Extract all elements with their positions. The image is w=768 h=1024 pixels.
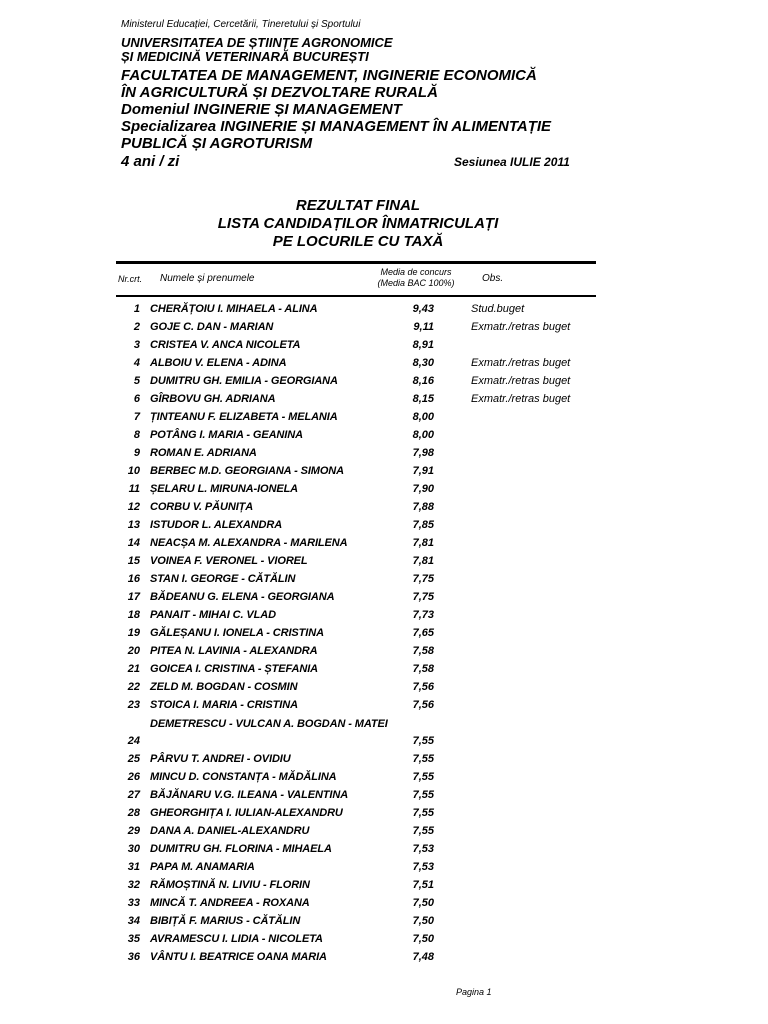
table-row <box>0 786 768 804</box>
candidate-score: 8,00 <box>412 429 434 441</box>
candidate-score: 7,55 <box>412 735 434 747</box>
row-number: 32 <box>127 879 140 891</box>
table-row <box>0 534 768 552</box>
table-row <box>0 750 768 768</box>
candidate-score: 7,58 <box>412 663 434 675</box>
candidate-name: GOICEA I. CRISTINA - ȘTEFANIA <box>150 663 319 675</box>
candidate-name: VOINEA F. VERONEL - VIOREL <box>150 555 308 567</box>
candidate-name: RĂMOȘTINĂ N. LIVIU - FLORIN <box>150 879 310 891</box>
specialization-line2: PUBLICĂ ȘI AGROTURISM <box>121 135 313 152</box>
column-header-media-line1: Media de concurs <box>380 267 452 277</box>
row-number: 9 <box>133 447 140 459</box>
row-number: 24 <box>127 735 140 747</box>
table-row <box>0 570 768 588</box>
doc-title-line3: PE LOCURILE CU TAXĂ <box>272 233 444 250</box>
table-row <box>0 462 768 480</box>
candidate-score: 7,55 <box>412 825 434 837</box>
candidate-name: ALBOIU V. ELENA - ADINA <box>150 357 287 369</box>
row-number: 3 <box>133 339 140 351</box>
study-form: 4 ani / zi <box>121 153 180 170</box>
candidate-observation: Stud.buget <box>471 303 525 315</box>
page-number: Pagina 1 <box>456 987 492 997</box>
session-label: Sesiunea IULIE 2011 <box>454 155 570 169</box>
candidate-name: GOJE C. DAN - MARIAN <box>150 321 274 333</box>
candidate-score: 7,53 <box>412 843 434 855</box>
row-number: 10 <box>127 465 140 477</box>
candidate-score: 8,15 <box>412 393 434 405</box>
candidate-name: ZELD M. BOGDAN - COSMIN <box>150 681 298 693</box>
candidate-score: 7,90 <box>412 483 434 495</box>
table-row <box>0 876 768 894</box>
domain-name: Domeniul INGINERIE ȘI MANAGEMENT <box>121 101 402 118</box>
table-top-rule <box>116 261 596 264</box>
candidate-score: 7,73 <box>412 609 434 621</box>
candidate-name: NEACȘA M. ALEXANDRA - MARILENA <box>150 537 348 549</box>
row-number: 33 <box>127 897 140 909</box>
row-number: 35 <box>127 933 140 945</box>
row-number: 26 <box>127 771 140 783</box>
table-row <box>0 390 768 408</box>
candidate-name: CHERĂȚOIU I. MIHAELA - ALINA <box>150 303 318 315</box>
row-number: 36 <box>127 951 140 963</box>
ministry-name: Ministerul Educației, Cercetării, Tineretului și Sportului <box>121 19 361 30</box>
candidate-observation: Exmatr./retras buget <box>471 321 571 333</box>
candidate-name: PANAIT - MIHAI C. VLAD <box>150 609 276 621</box>
candidate-name: BIBIȚĂ F. MARIUS - CĂTĂLIN <box>150 915 301 927</box>
row-number: 34 <box>127 915 140 927</box>
table-row <box>0 678 768 696</box>
table-row <box>0 444 768 462</box>
row-number: 16 <box>127 573 140 585</box>
row-number: 25 <box>127 753 140 765</box>
row-number: 4 <box>133 357 140 369</box>
row-number: 17 <box>127 591 140 603</box>
row-number: 22 <box>127 681 140 693</box>
row-number: 31 <box>127 861 140 873</box>
row-number: 5 <box>133 375 140 387</box>
candidate-score: 7,98 <box>412 447 434 459</box>
table-row <box>0 318 768 336</box>
candidate-name: CORBU V. PĂUNIȚA <box>150 501 254 513</box>
table-row <box>0 804 768 822</box>
row-number: 20 <box>127 645 140 657</box>
candidate-name: ROMAN E. ADRIANA <box>150 447 257 459</box>
candidate-score: 8,91 <box>412 339 434 351</box>
candidate-score: 7,51 <box>412 879 434 891</box>
candidate-observation: Exmatr./retras buget <box>471 393 571 405</box>
row-number: 1 <box>133 303 140 315</box>
candidate-score: 7,48 <box>412 951 434 963</box>
candidate-name: DEMETRESCU - VULCAN A. BOGDAN - MATEI <box>150 718 388 730</box>
candidate-name: POTÂNG I. MARIA - GEANINA <box>150 429 303 441</box>
candidate-score: 8,16 <box>412 375 434 387</box>
table-row <box>0 606 768 624</box>
candidate-name: AVRAMESCU I. LIDIA - NICOLETA <box>150 933 323 945</box>
row-number: 7 <box>133 411 140 423</box>
candidates-table <box>0 300 768 966</box>
candidate-score: 7,55 <box>412 789 434 801</box>
table-header-rule <box>116 295 596 297</box>
candidate-score: 7,55 <box>412 771 434 783</box>
doc-title-line2: LISTA CANDIDAȚILOR ÎNMATRICULAȚI <box>217 215 499 232</box>
table-row <box>0 372 768 390</box>
row-number: 14 <box>127 537 140 549</box>
candidate-name: STOICA I. MARIA - CRISTINA <box>150 699 298 711</box>
candidate-score: 7,50 <box>412 897 434 909</box>
row-number: 27 <box>127 789 140 801</box>
column-header-obs: Obs. <box>482 273 504 284</box>
table-row <box>0 480 768 498</box>
table-row <box>0 300 768 318</box>
candidate-name: GÎRBOVU GH. ADRIANA <box>150 393 276 405</box>
row-number: 15 <box>127 555 140 567</box>
table-row <box>0 858 768 876</box>
table-row <box>0 642 768 660</box>
candidate-name: MINCU D. CONSTANȚA - MĂDĂLINA <box>150 771 337 783</box>
candidate-score: 8,30 <box>412 357 434 369</box>
table-row <box>0 498 768 516</box>
candidate-score: 7,55 <box>412 807 434 819</box>
candidate-name: ISTUDOR L. ALEXANDRA <box>150 519 283 531</box>
candidate-name: STAN I. GEORGE - CĂTĂLIN <box>150 573 296 585</box>
specialization-line1: Specializarea INGINERIE ȘI MANAGEMENT ÎN ALIMENTAȚIE <box>121 118 552 135</box>
candidate-score: 7,56 <box>412 699 434 711</box>
table-row <box>0 840 768 858</box>
candidate-score: 7,55 <box>412 753 434 765</box>
candidate-name: GĂLEȘANU I. IONELA - CRISTINA <box>150 627 324 639</box>
row-number: 12 <box>127 501 140 513</box>
candidate-name: CRISTEA V. ANCA NICOLETA <box>150 339 301 351</box>
faculty-name-line1: FACULTATEA DE MANAGEMENT, INGINERIE ECONOMICĂ <box>121 67 537 84</box>
candidate-score: 9,43 <box>412 303 434 315</box>
candidate-score: 7,65 <box>412 627 434 639</box>
candidate-score: 7,75 <box>412 573 434 585</box>
table-row <box>0 426 768 444</box>
candidate-name: BERBEC M.D. GEORGIANA - SIMONA <box>150 465 344 477</box>
row-number: 30 <box>127 843 140 855</box>
table-row <box>0 516 768 534</box>
candidate-score: 7,81 <box>412 537 434 549</box>
candidate-score: 7,56 <box>412 681 434 693</box>
candidate-score: 7,88 <box>412 501 434 513</box>
candidate-score: 9,11 <box>413 321 434 333</box>
row-number: 8 <box>133 429 140 441</box>
column-header-name: Numele și prenumele <box>160 273 255 284</box>
candidate-score: 7,53 <box>412 861 434 873</box>
doc-title-line1: REZULTAT FINAL <box>295 197 421 214</box>
candidate-name: BĂDEANU G. ELENA - GEORGIANA <box>150 591 335 603</box>
table-row <box>0 714 768 750</box>
table-row <box>0 696 768 714</box>
table-row <box>0 624 768 642</box>
candidate-name: PITEA N. LAVINIA - ALEXANDRA <box>150 645 318 657</box>
candidate-name: DANA A. DANIEL-ALEXANDRU <box>150 825 310 837</box>
candidate-name: GHEORGHIȚA I. IULIAN-ALEXANDRU <box>150 807 343 819</box>
candidate-name: ȘELARU L. MIRUNA-IONELA <box>150 483 299 495</box>
candidate-observation: Exmatr./retras buget <box>471 375 571 387</box>
candidate-name: VÂNTU I. BEATRICE OANA MARIA <box>150 951 327 963</box>
candidate-name: DUMITRU GH. FLORINA - MIHAELA <box>150 843 332 855</box>
row-number: 19 <box>127 627 140 639</box>
table-row <box>0 768 768 786</box>
candidate-score: 8,00 <box>412 411 434 423</box>
row-number: 11 <box>128 483 140 495</box>
candidate-name: ȚINTEANU F. ELIZABETA - MELANIA <box>150 411 338 423</box>
table-row <box>0 948 768 966</box>
table-row <box>0 588 768 606</box>
table-row <box>0 894 768 912</box>
row-number: 21 <box>127 663 140 675</box>
table-row <box>0 930 768 948</box>
faculty-name-line2: ÎN AGRICULTURĂ ȘI DEZVOLTARE RURALĂ <box>121 84 438 101</box>
column-header-media-line2: (Media BAC 100%) <box>377 278 455 288</box>
column-header-nr: Nr.crt. <box>118 274 143 284</box>
row-number: 29 <box>127 825 140 837</box>
university-name-line1: UNIVERSITATEA DE ȘTIINȚE AGRONOMICE <box>121 35 393 50</box>
candidate-score: 7,50 <box>412 915 434 927</box>
table-row <box>0 822 768 840</box>
table-row <box>0 552 768 570</box>
row-number: 13 <box>127 519 140 531</box>
row-number: 23 <box>127 699 140 711</box>
row-number: 6 <box>133 393 140 405</box>
candidate-score: 7,58 <box>412 645 434 657</box>
candidate-score: 7,81 <box>412 555 434 567</box>
row-number: 18 <box>127 609 140 621</box>
table-row <box>0 660 768 678</box>
candidate-score: 7,50 <box>412 933 434 945</box>
candidate-name: PÂRVU T. ANDREI - OVIDIU <box>150 753 291 765</box>
candidate-name: DUMITRU GH. EMILIA - GEORGIANA <box>150 375 338 387</box>
candidate-score: 7,85 <box>412 519 434 531</box>
column-header-media <box>366 267 466 289</box>
university-name-line2: ȘI MEDICINĂ VETERINARĂ BUCUREȘTI <box>121 49 369 64</box>
candidate-score: 7,75 <box>412 591 434 603</box>
candidate-name: MINCĂ T. ANDREEA - ROXANA <box>150 897 310 909</box>
candidate-name: PAPA M. ANAMARIA <box>150 861 255 873</box>
row-number: 2 <box>133 321 140 333</box>
candidate-name: BĂJĂNARU V.G. ILEANA - VALENTINA <box>150 789 349 801</box>
candidate-observation: Exmatr./retras buget <box>471 357 571 369</box>
table-row <box>0 336 768 354</box>
table-row <box>0 354 768 372</box>
table-row <box>0 408 768 426</box>
row-number: 28 <box>127 807 140 819</box>
table-row <box>0 912 768 930</box>
candidate-score: 7,91 <box>412 465 434 477</box>
